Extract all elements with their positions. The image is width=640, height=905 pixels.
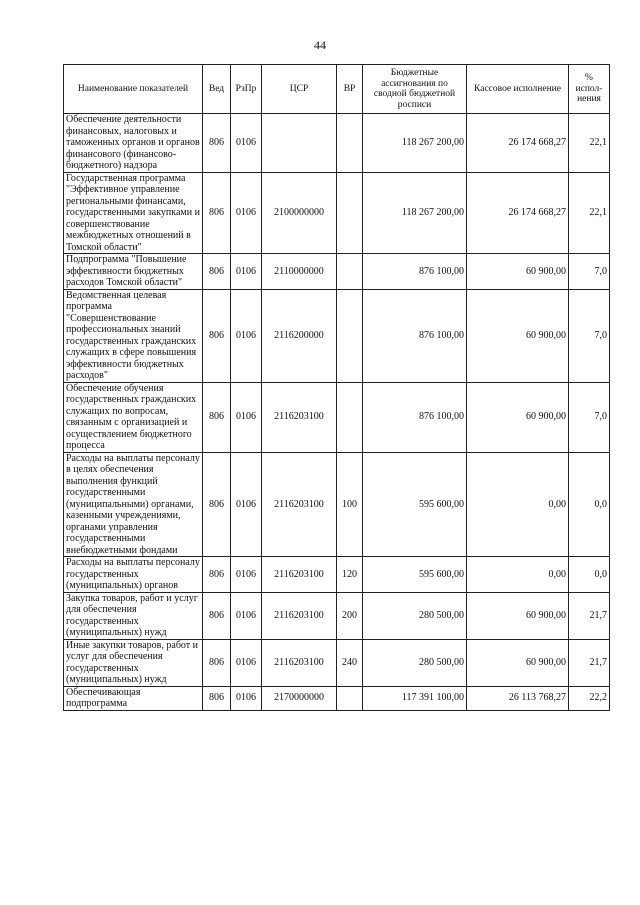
row-execution-percent: 22,2 xyxy=(569,686,610,710)
header-csr: ЦСР xyxy=(262,65,337,114)
row-rzpr: 0106 xyxy=(231,452,262,557)
row-assignments: 118 267 200,00 xyxy=(363,114,467,173)
row-csr: 2116200000 xyxy=(262,289,337,382)
row-ved: 806 xyxy=(203,452,231,557)
header-ved: Вед xyxy=(203,65,231,114)
row-csr: 2116203100 xyxy=(262,452,337,557)
row-assignments: 876 100,00 xyxy=(363,289,467,382)
budget-table xyxy=(63,64,610,711)
row-vr xyxy=(337,686,363,710)
row-ved: 806 xyxy=(203,172,231,254)
table-row xyxy=(64,452,610,557)
row-rzpr: 0106 xyxy=(231,254,262,290)
row-rzpr: 0106 xyxy=(231,172,262,254)
row-csr: 2116203100 xyxy=(262,382,337,452)
row-vr: 240 xyxy=(337,639,363,686)
row-execution-percent: 21,7 xyxy=(569,639,610,686)
row-vr xyxy=(337,289,363,382)
table-row xyxy=(64,382,610,452)
row-ved: 806 xyxy=(203,686,231,710)
table-row xyxy=(64,172,610,254)
row-csr: 2170000000 xyxy=(262,686,337,710)
row-ved: 806 xyxy=(203,592,231,639)
header-rzpr: РзПр xyxy=(231,65,262,114)
row-cash-execution: 26 113 768,27 xyxy=(467,686,569,710)
row-cash-execution: 26 174 668,27 xyxy=(467,172,569,254)
row-execution-percent: 7,0 xyxy=(569,289,610,382)
row-rzpr: 0106 xyxy=(231,382,262,452)
row-rzpr: 0106 xyxy=(231,592,262,639)
table-row xyxy=(64,114,610,173)
row-csr: 2116203100 xyxy=(262,639,337,686)
row-assignments: 118 267 200,00 xyxy=(363,172,467,254)
row-name: Закупка товаров, работ и услуг для обеспечения государственных (муниципальных) нужд xyxy=(64,592,203,639)
row-ved: 806 xyxy=(203,254,231,290)
header-name: Наименование показателей xyxy=(64,65,203,114)
row-vr xyxy=(337,172,363,254)
row-assignments: 595 600,00 xyxy=(363,452,467,557)
row-ved: 806 xyxy=(203,289,231,382)
table-row xyxy=(64,254,610,290)
row-rzpr: 0106 xyxy=(231,639,262,686)
row-name: Государственная программа "Эффективное управление региональными финансами, государственными закупками и совершенствование межбюджетных отношений в Томской области" xyxy=(64,172,203,254)
header-vr: ВР xyxy=(337,65,363,114)
row-rzpr: 0106 xyxy=(231,557,262,593)
row-assignments: 117 391 100,00 xyxy=(363,686,467,710)
header-row xyxy=(64,65,610,114)
row-execution-percent: 22,1 xyxy=(569,114,610,173)
row-execution-percent: 7,0 xyxy=(569,254,610,290)
row-execution-percent: 0,0 xyxy=(569,557,610,593)
row-assignments: 280 500,00 xyxy=(363,639,467,686)
row-cash-execution: 0,00 xyxy=(467,557,569,593)
row-assignments: 595 600,00 xyxy=(363,557,467,593)
row-execution-percent: 0,0 xyxy=(569,452,610,557)
row-name: Расходы на выплаты персоналу государственных (муниципальных) органов xyxy=(64,557,203,593)
row-ved: 806 xyxy=(203,114,231,173)
row-csr: 2116203100 xyxy=(262,592,337,639)
row-execution-percent: 21,7 xyxy=(569,592,610,639)
table-row xyxy=(64,639,610,686)
page-number: 44 xyxy=(314,38,326,52)
row-vr: 200 xyxy=(337,592,363,639)
row-ved: 806 xyxy=(203,639,231,686)
row-cash-execution: 60 900,00 xyxy=(467,382,569,452)
row-csr xyxy=(262,114,337,173)
row-vr xyxy=(337,254,363,290)
row-csr: 2100000000 xyxy=(262,172,337,254)
row-name: Подпрограмма "Повышение эффективности бюджетных расходов Томской области" xyxy=(64,254,203,290)
table-row xyxy=(64,686,610,710)
table-row xyxy=(64,592,610,639)
row-cash-execution: 0,00 xyxy=(467,452,569,557)
table-row xyxy=(64,557,610,593)
row-vr xyxy=(337,382,363,452)
row-name: Расходы на выплаты персоналу в целях обеспечения выполнения функций государственными (муниципальными) органами, казенными учреждениями, органами управления государственными внебюджетными фондами xyxy=(64,452,203,557)
row-assignments: 876 100,00 xyxy=(363,382,467,452)
row-cash-execution: 60 900,00 xyxy=(467,592,569,639)
row-cash-execution: 60 900,00 xyxy=(467,254,569,290)
row-vr: 120 xyxy=(337,557,363,593)
row-cash-execution: 26 174 668,27 xyxy=(467,114,569,173)
row-cash-execution: 60 900,00 xyxy=(467,639,569,686)
row-csr: 2110000000 xyxy=(262,254,337,290)
row-name: Ведомственная целевая программа "Совершенствование профессиональных знаний государственных гражданских служащих в сфере повышения эффективности бюджетных расходов" xyxy=(64,289,203,382)
row-name: Обеспечение обучения государственных гражданских служащих по вопросам, связанным с организацией и осуществлением бюджетного процесса xyxy=(64,382,203,452)
row-vr xyxy=(337,114,363,173)
table-row xyxy=(64,289,610,382)
row-ved: 806 xyxy=(203,557,231,593)
row-ved: 806 xyxy=(203,382,231,452)
row-name: Обеспечение деятельности финансовых, налоговых и таможенных органов и органов финансового (финансово-бюджетного) надзора xyxy=(64,114,203,173)
header-cash-execution: Кассовое исполнение xyxy=(467,65,569,114)
row-cash-execution: 60 900,00 xyxy=(467,289,569,382)
header-assignments: Бюджетные ассигнования по сводной бюджетной росписи xyxy=(363,65,467,114)
row-execution-percent: 22,1 xyxy=(569,172,610,254)
row-assignments: 280 500,00 xyxy=(363,592,467,639)
row-csr: 2116203100 xyxy=(262,557,337,593)
header-execution-percent: % испол-нения xyxy=(569,65,610,114)
row-rzpr: 0106 xyxy=(231,114,262,173)
row-rzpr: 0106 xyxy=(231,289,262,382)
row-name: Иные закупки товаров, работ и услуг для обеспечения государственных (муниципальных) нужд xyxy=(64,639,203,686)
row-execution-percent: 7,0 xyxy=(569,382,610,452)
row-rzpr: 0106 xyxy=(231,686,262,710)
row-name: Обеспечивающая подпрограмма xyxy=(64,686,203,710)
row-vr: 100 xyxy=(337,452,363,557)
row-assignments: 876 100,00 xyxy=(363,254,467,290)
